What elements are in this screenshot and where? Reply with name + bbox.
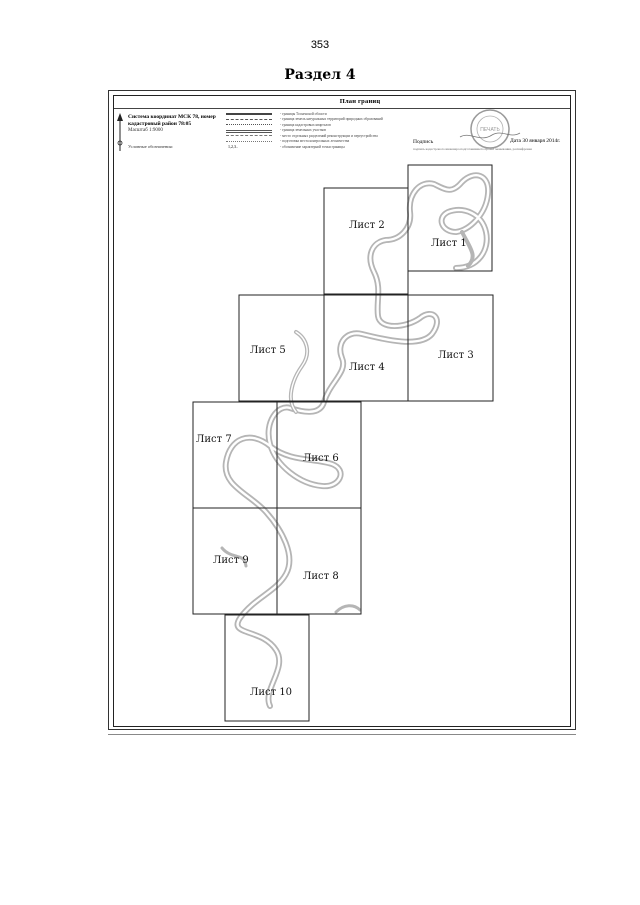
legend-text: - подготовка места контрольных лесничества [280, 139, 350, 144]
coordinate-system: Система координат МСК 78, номер кадастровый район 78:05 [128, 114, 216, 127]
sheet-2-label: Лист 2 [349, 220, 385, 231]
signature-left: Подпись [413, 139, 434, 145]
plan-title: План границ [339, 98, 381, 105]
sheet-1-label: Лист 1 [431, 238, 467, 249]
sheet-3-frame [408, 295, 493, 401]
signature-right: Дата 30 января 2014г. [510, 138, 561, 144]
sheet-4-frame [324, 295, 408, 401]
sheet-7-label: Лист 7 [196, 434, 232, 445]
map-scale: Масштаб 1:9000 [128, 128, 163, 133]
legend-caption: Условные обозначения: [128, 144, 174, 149]
signature-note: подпись кадастрового инженера подготовившего проект межевания, расшифровка [413, 147, 533, 151]
sheet-7-frame [193, 402, 277, 508]
legend-text: - место отдельных разделений реконструкции и переустройства [280, 133, 378, 138]
legend-text: - граница земельных участков [280, 128, 326, 133]
sheet-6-label: Лист 6 [303, 453, 339, 464]
legend-text: - обозначение характерной точки границы [280, 144, 345, 149]
sheet-8-label: Лист 8 [303, 571, 339, 582]
legend-text: - граница земель натуральных территорий природных образований [280, 117, 383, 122]
legend-text: - граница кадастровых кварталов [280, 122, 331, 127]
legend-text: - границы Тосненской области [280, 111, 327, 116]
river-path [222, 175, 488, 706]
stamp-text: ПЕЧАТЬ [480, 127, 500, 133]
legend-points: 1,2,3.. [228, 144, 238, 150]
sheet-5-label: Лист 5 [250, 345, 286, 356]
sheet-10-label: Лист 10 [250, 687, 293, 698]
page-number: 353 [310, 39, 330, 51]
sheet-9-label: Лист 9 [213, 555, 249, 566]
section-title: Раздел 4 [284, 67, 356, 83]
sheet-4-label: Лист 4 [349, 362, 385, 373]
sheet-3-label: Лист 3 [438, 350, 474, 361]
